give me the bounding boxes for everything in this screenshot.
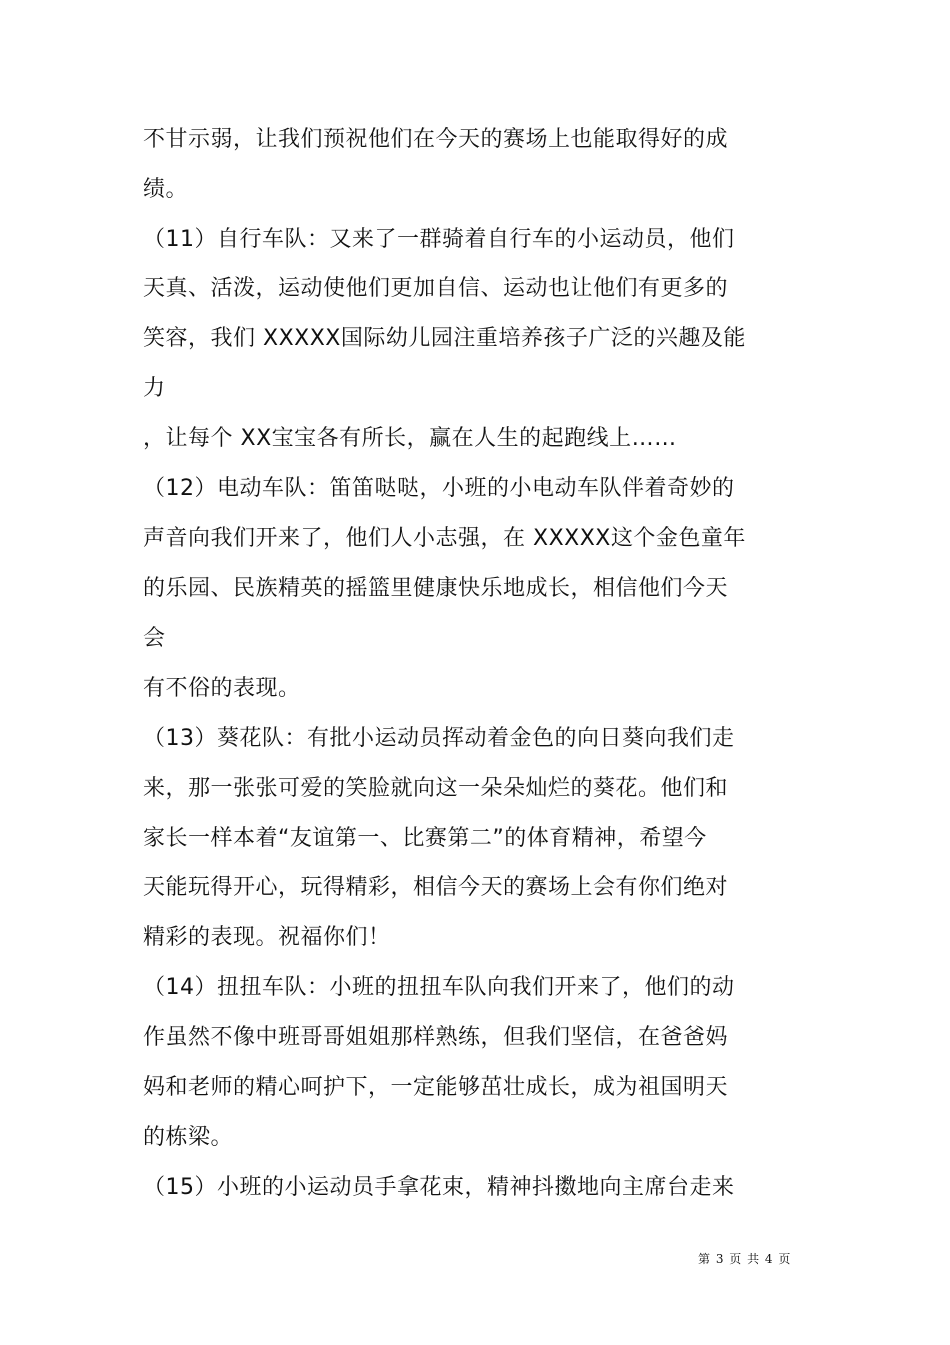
text-line: 家长一样本着“友谊第一、比赛第二”的体育精神，希望今 — [143, 826, 707, 851]
text-line: 力 — [143, 376, 166, 401]
text-line: （14）扭扭车队：小班的扭扭车队向我们开来了，他们的动 — [143, 975, 735, 1000]
text-line: ，让每个 XX宝宝各有所长，赢在人生的起跑线上…… — [143, 426, 677, 451]
text-line: 来，那一张张可爱的笑脸就向这一朵朵灿烂的葵花。他们和 — [143, 776, 729, 801]
text-line: 声音向我们开来了，他们人小志强，在 XXXXX这个金色童年 — [143, 526, 746, 551]
text-line: 作虽然不像中班哥哥姐姐那样熟练，但我们坚信，在爸爸妈 — [143, 1025, 729, 1050]
text-line: （13）葵花队：有批小运动员挥动着金色的向日葵向我们走 — [143, 726, 735, 751]
text-line: （11）自行车队：又来了一群骑着自行车的小运动员，他们 — [143, 227, 735, 252]
text-line: （15）小班的小运动员手拿花束，精神抖擞地向主席台走来 — [143, 1175, 735, 1200]
text-line: 妈和老师的精心呵护下，一定能够茁壮成长，成为祖国明天 — [143, 1075, 729, 1100]
text-line: 的栋梁。 — [143, 1125, 234, 1150]
page-number-footer: 第 3 页 共 4 页 — [698, 1252, 792, 1266]
text-line: 天能玩得开心，玩得精彩，相信今天的赛场上会有你们绝对 — [143, 875, 729, 900]
text-line: 的乐园、民族精英的摇篮里健康快乐地成长，相信他们今天 — [143, 576, 729, 601]
text-line: 不甘示弱，让我们预祝他们在今天的赛场上也能取得好的成 — [143, 127, 729, 152]
text-line: 笑容，我们 XXXXX国际幼儿园注重培养孩子广泛的兴趣及能 — [143, 326, 746, 351]
text-line: 精彩的表现。祝福你们！ — [143, 925, 391, 950]
text-line: 绩。 — [143, 177, 189, 202]
text-line: 天真、活泼，运动使他们更加自信、运动也让他们有更多的 — [143, 276, 729, 301]
text-line: 有不俗的表现。 — [143, 676, 301, 701]
text-line: （12）电动车队：笛笛哒哒，小班的小电动车队伴着奇妙的 — [143, 476, 735, 501]
text-line: 会 — [143, 626, 166, 651]
